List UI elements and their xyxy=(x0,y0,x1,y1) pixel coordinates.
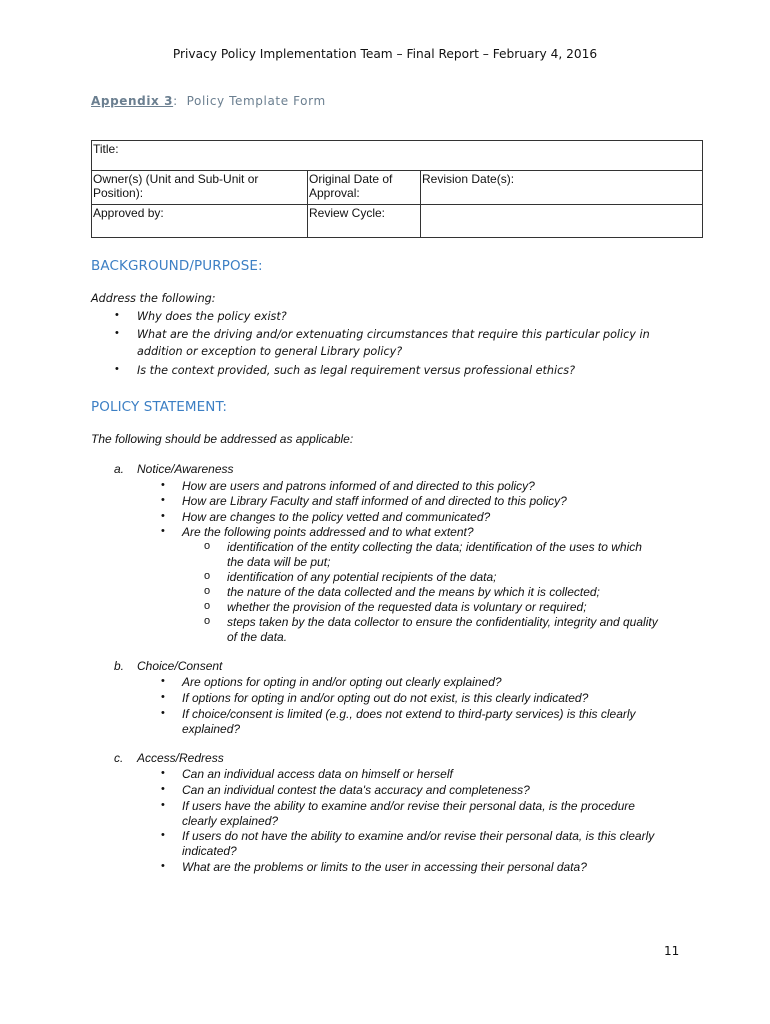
appendix-heading xyxy=(91,94,326,108)
notice-sub-1: identification of the entity collecting the data; identification of the uses to which xyxy=(227,540,642,554)
policy-heading: POLICY STATEMENT: xyxy=(91,399,228,415)
bullet-glyph: • xyxy=(115,363,119,375)
background-bullet-2-cont: addition or exception to general Library policy? xyxy=(137,345,403,358)
bullet-glyph: • xyxy=(161,479,165,491)
original-date-line2: Approval: xyxy=(309,186,360,200)
notice-sub-4: whether the provision of the requested data is voluntary or required; xyxy=(227,600,587,614)
access-item-5: What are the problems or limits to the user in accessing their personal data? xyxy=(182,860,587,874)
choice-item-2: If options for opting in and/or opting out do not exist, is this clearly indicated? xyxy=(182,691,589,705)
background-bullet-3: Is the context provided, such as legal requirement versus professional ethics? xyxy=(137,364,576,377)
notice-awareness-title: Notice/Awareness xyxy=(137,462,234,476)
revision-date-cell: Revision Date(s): xyxy=(421,171,703,205)
page-number: 11 xyxy=(664,944,680,958)
bullet-glyph: • xyxy=(161,691,165,703)
background-bullet-2: What are the driving and/or extenuating circumstances that require this particular policy in xyxy=(137,328,650,341)
item-letter-a: a. xyxy=(114,462,125,476)
choice-item-3: If choice/consent is limited (e.g., does not extend to third-party services) is this clearly xyxy=(182,707,636,721)
bullet-glyph: • xyxy=(161,494,165,506)
bullet-glyph: • xyxy=(161,783,165,795)
notice-sub-3: the nature of the data collected and the means by which it is collected; xyxy=(227,585,600,599)
bullet-glyph: • xyxy=(161,675,165,687)
bullet-glyph: • xyxy=(161,829,165,841)
approved-by-cell: Approved by: xyxy=(92,205,308,238)
page-header: Privacy Policy Implementation Team – Final Report – February 4, 2016 xyxy=(172,47,598,61)
access-item-3: If users have the ability to examine and/or revise their personal data, is the procedure xyxy=(182,799,635,813)
access-item-1: Can an individual access data on himself or herself xyxy=(182,767,453,781)
background-bullet-1: Why does the policy exist? xyxy=(137,310,287,323)
access-item-4-cont: indicated? xyxy=(182,844,237,858)
title-cell: Title: xyxy=(92,141,703,171)
policy-template-table xyxy=(91,140,703,238)
notice-sub-5: steps taken by the data collector to ensure the confidentiality, integrity and quality xyxy=(227,615,658,629)
original-date-cell xyxy=(308,171,421,205)
sub-bullet-glyph: o xyxy=(204,570,211,582)
bullet-glyph: • xyxy=(161,767,165,779)
notice-item-4: Are the following points addressed and to what extent? xyxy=(182,525,474,539)
owner-label-line2: Position): xyxy=(93,186,144,200)
notice-sub-2: identification of any potential recipients of the data; xyxy=(227,570,497,584)
choice-item-1: Are options for opting in and/or opting out clearly explained? xyxy=(182,675,502,689)
notice-item-2: How are Library Faculty and staff informed of and directed to this policy? xyxy=(182,494,567,508)
review-cycle-cell: Review Cycle: xyxy=(308,205,421,238)
sub-bullet-glyph: o xyxy=(204,585,211,597)
bullet-glyph: • xyxy=(115,327,119,339)
access-item-2: Can an individual contest the data's accuracy and completeness? xyxy=(182,783,530,797)
bullet-glyph: • xyxy=(161,860,165,872)
background-heading: BACKGROUND/PURPOSE: xyxy=(91,258,263,274)
appendix-number: Appendix 3 xyxy=(91,94,174,108)
bullet-glyph: • xyxy=(161,799,165,811)
bullet-glyph: • xyxy=(161,510,165,522)
access-redress-title: Access/Redress xyxy=(137,751,224,765)
appendix-title: : Policy Template Form xyxy=(173,94,326,108)
original-date-line1: Original Date of xyxy=(309,172,393,186)
owner-cell xyxy=(92,171,308,205)
item-letter-b: b. xyxy=(114,659,125,673)
bullet-glyph: • xyxy=(161,707,165,719)
notice-item-3: How are changes to the policy vetted and communicated? xyxy=(182,510,491,524)
background-intro: Address the following: xyxy=(91,292,216,305)
empty-cell xyxy=(421,205,703,238)
sub-bullet-glyph: o xyxy=(204,615,211,627)
choice-item-3-cont: explained? xyxy=(182,722,241,736)
notice-item-1: How are users and patrons informed of and directed to this policy? xyxy=(182,479,535,493)
access-item-3-cont: clearly explained? xyxy=(182,814,279,828)
owner-label-line1: Owner(s) (Unit and Sub-Unit or xyxy=(93,172,259,186)
item-letter-c: c. xyxy=(114,751,124,765)
sub-bullet-glyph: o xyxy=(204,540,211,552)
policy-intro: The following should be addressed as applicable: xyxy=(91,432,354,446)
notice-sub-5-cont: of the data. xyxy=(227,630,288,644)
bullet-glyph: • xyxy=(161,525,165,537)
choice-consent-title: Choice/Consent xyxy=(137,659,223,673)
bullet-glyph: • xyxy=(115,309,119,321)
sub-bullet-glyph: o xyxy=(204,600,211,612)
notice-sub-1-cont: the data will be put; xyxy=(227,555,331,569)
access-item-4: If users do not have the ability to examine and/or revise their personal data, is this clearly xyxy=(182,829,655,843)
